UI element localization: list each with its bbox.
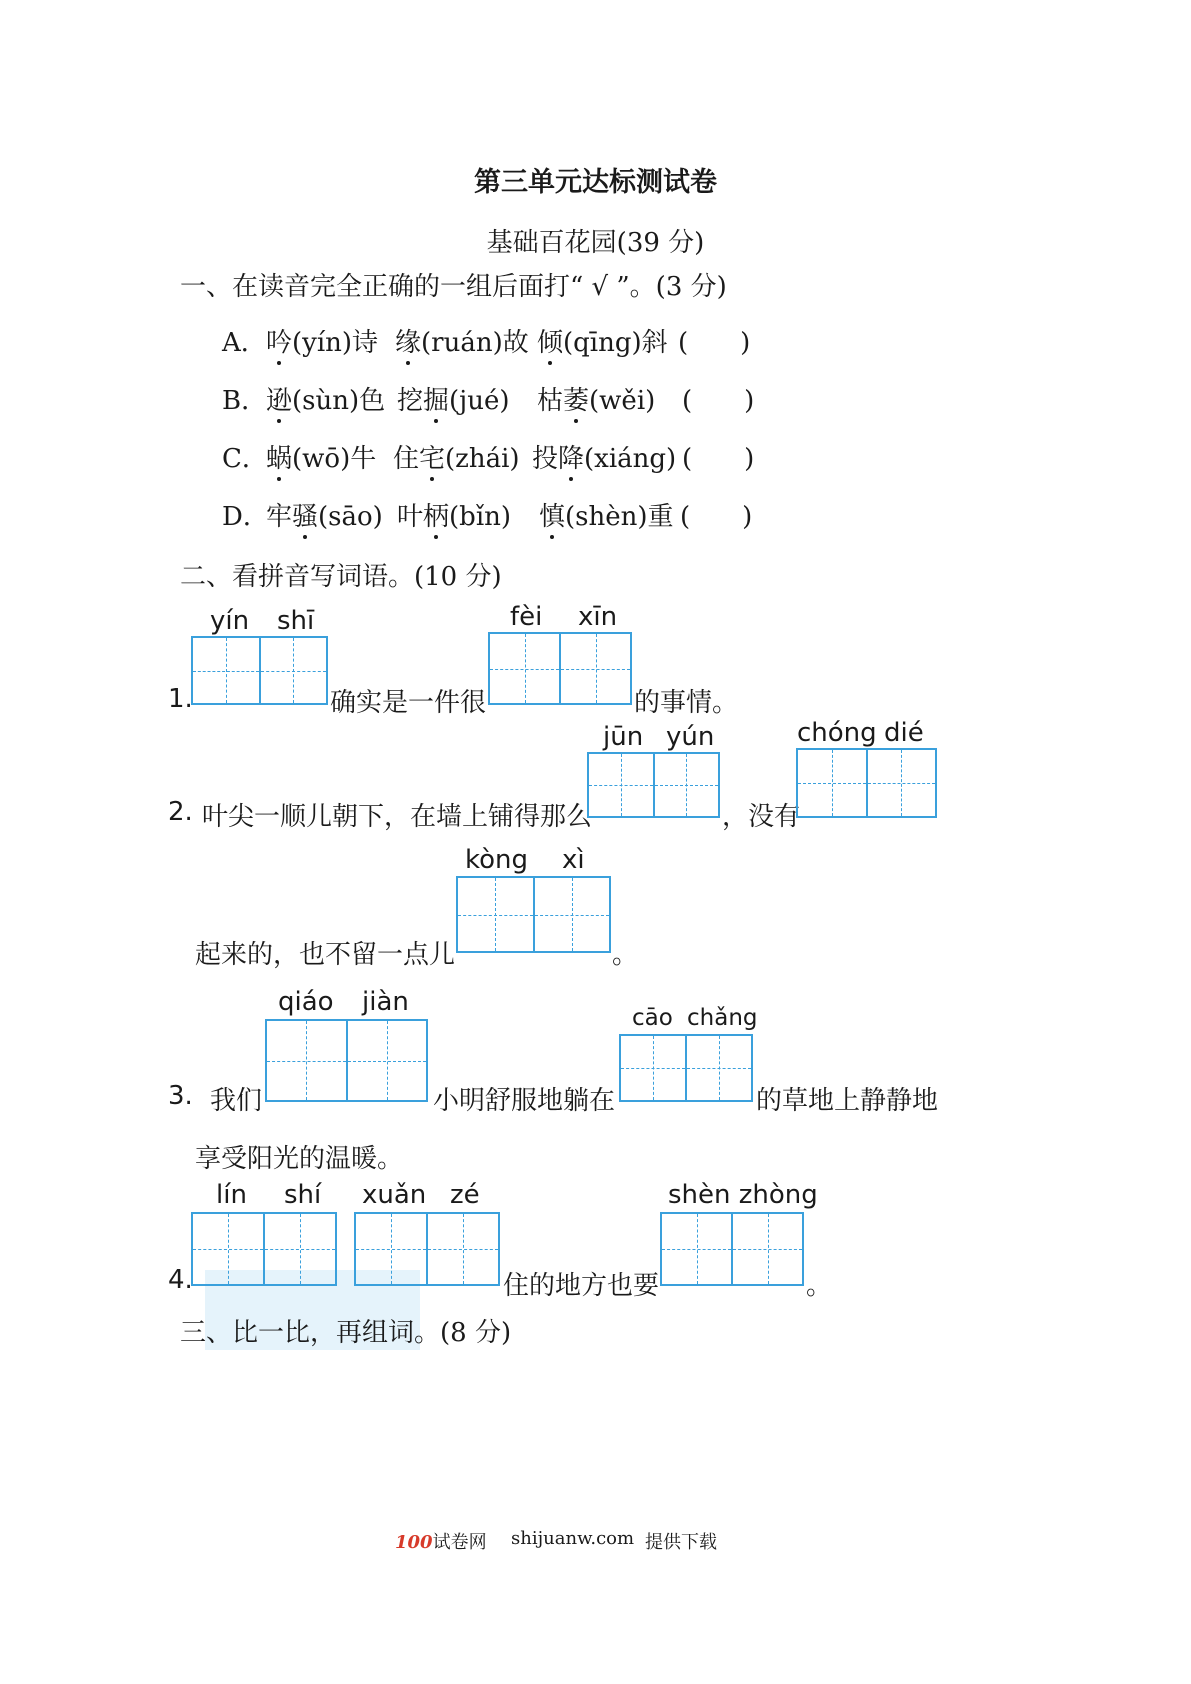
option-a-word1 [266,322,378,359]
q4-text-mid: 住的地方也要 [503,1271,660,1301]
dotted-char: 缘 [395,328,422,358]
grid-cell[interactable] [589,754,655,816]
q3-text-end: 的草地上静静地 [756,1086,939,1116]
option-c [222,438,268,475]
plain-char: 挖 [397,386,424,416]
grid-cell[interactable] [798,750,868,816]
option-c-word3 [532,438,676,475]
dotted-char: 宅 [419,444,446,474]
grid-cell[interactable] [356,1214,428,1284]
grid-cell[interactable] [265,1214,335,1284]
pinyin-text: (wō)牛 [292,444,377,474]
grid-cell[interactable] [193,1214,265,1284]
option-a-word2 [395,322,529,359]
pinyin-label: dié [884,718,924,748]
grid-cell[interactable] [458,878,535,951]
pinyin-label: yín [210,606,250,636]
option-b-word2 [397,380,510,417]
plain-char: 住 [393,444,420,474]
grid-cell[interactable] [490,634,561,703]
pinyin-text: (ruán)故 [421,328,529,358]
grid-cell[interactable] [868,750,936,816]
grid-cell[interactable] [348,1021,427,1100]
dotted-char: 降 [558,444,585,474]
dotted-char: 蜗 [266,444,293,474]
pinyin-text: (jué) [449,386,510,416]
writing-grid-q4-b[interactable] [354,1212,500,1286]
grid-cell[interactable] [687,1036,751,1100]
q3-number: 3. [168,1081,193,1111]
pinyin-text: (yín)诗 [292,328,379,358]
answer-blank-d[interactable]: ( ) [680,502,753,532]
dotted-char: 骚 [292,502,319,532]
pinyin-label: shī [277,606,315,636]
grid-cell[interactable] [662,1214,733,1284]
dotted-char: 萎 [563,386,590,416]
footer-site[interactable]: shijuanw.com [511,1528,635,1549]
q4-number: 4. [168,1265,193,1295]
answer-blank-c[interactable]: ( ) [682,444,755,474]
writing-grid-q4-c[interactable] [660,1212,804,1286]
writing-grid-q4-a[interactable] [191,1212,337,1286]
pinyin-text: (shèn)重 [565,502,674,532]
section2-heading: 二、看拼音写词语。(10 分) [180,562,502,592]
option-letter: C． [222,444,268,474]
pinyin-label: kòng [465,845,529,875]
option-d-word2 [397,496,511,533]
writing-grid-q1-b[interactable] [488,632,632,705]
q2-text-mid: ，没有 [722,802,801,832]
pinyin-text: (sāo) [318,502,383,532]
grid-cell[interactable] [561,634,630,703]
pinyin-text: (sùn)色 [292,386,386,416]
page-title: 第三单元达标测试卷 [474,167,717,198]
q1-number: 1. [168,684,193,714]
footer-logo [395,1528,487,1554]
pinyin-label: jūn [603,722,644,752]
logo-text: 试卷网 [432,1532,487,1553]
logo-mark: 100 [395,1532,433,1553]
writing-grid-q2-a[interactable] [587,752,720,818]
option-d-word3 [539,496,674,533]
writing-grid-q3-b[interactable] [619,1034,753,1102]
pinyin-label: lín [216,1180,247,1210]
pinyin-label: qiáo [278,987,334,1017]
grid-cell[interactable] [261,638,327,703]
pinyin-text: (qīng)斜 [563,328,668,358]
pinyin-label: shèn zhòng [668,1180,818,1210]
grid-cell[interactable] [733,1214,802,1284]
option-letter: A． [222,328,267,358]
pinyin-label: fèi [510,602,543,632]
dotted-char: 慎 [539,502,566,532]
pinyin-label: xì [562,845,585,875]
writing-grid-q2-c[interactable] [456,876,611,953]
option-d [222,496,269,533]
grid-cell[interactable] [428,1214,498,1284]
q2-number: 2. [168,797,193,827]
pinyin-text: (xiáng) [584,444,677,474]
q2-text-pre: 叶尖一顺儿朝下，在墙上铺得那么 [202,802,593,832]
section1-heading: 一、在读音完全正确的一组后面打“ √ ”。(3 分) [180,272,727,302]
pinyin-label: xuǎn [362,1180,427,1210]
option-a-word3 [537,322,668,359]
dotted-char: 逊 [266,386,293,416]
pinyin-text: (bǐn) [449,502,512,532]
grid-cell[interactable] [655,754,719,816]
section-subtitle: 基础百花园(39 分) [486,228,705,258]
writing-grid-q1-a[interactable] [191,636,328,705]
pinyin-label: shí [284,1180,322,1210]
pinyin-label: zé [450,1180,480,1210]
dotted-char: 吟 [266,328,293,358]
section3-heading: 三、比一比，再组词。(8 分) [180,1318,512,1348]
option-c-word2 [393,438,520,475]
pinyin-label: cāo [632,1005,673,1031]
plain-char: 投 [532,444,559,474]
grid-cell[interactable] [193,638,261,703]
pinyin-text: (wěi) [589,386,656,416]
plain-char: 叶 [397,502,424,532]
dotted-char: 倾 [537,328,564,358]
writing-grid-q3-a[interactable] [265,1019,428,1102]
q3-text-pre: 我们 [210,1086,263,1116]
q1-text-end: 的事情。 [634,688,739,718]
grid-cell[interactable] [621,1036,687,1100]
grid-cell[interactable] [535,878,610,951]
q3-text-mid: 小明舒服地躺在 [433,1086,616,1116]
pinyin-label: xīn [578,602,618,632]
q2-text-end: 。 [612,940,639,970]
plain-char: 枯 [537,386,564,416]
option-letter: D． [222,502,269,532]
q3-line2-text: 享受阳光的温暖。 [195,1144,404,1174]
q1-text-mid: 确实是一件很 [330,688,487,718]
writing-grid-q2-b[interactable] [796,748,937,818]
q2-line2-text: 起来的，也不留一点儿 [195,940,456,970]
pinyin-label: chǎng [687,1005,758,1031]
grid-cell[interactable] [267,1021,348,1100]
option-d-word1 [266,496,383,533]
option-letter: B． [222,386,268,416]
dotted-char: 柄 [423,502,450,532]
option-b-word1 [266,380,385,417]
pinyin-label: chóng [797,718,877,748]
q4-text-end: 。 [806,1271,833,1301]
option-a [222,322,267,359]
answer-blank-b[interactable]: ( ) [682,386,755,416]
plain-char: 牢 [266,502,293,532]
answer-blank-a[interactable]: ( ) [678,328,751,358]
footer-note: 提供下载 [645,1532,717,1553]
option-b [222,380,267,417]
option-b-word3 [537,380,655,417]
pinyin-label: jiàn [362,987,409,1017]
pinyin-label: yún [666,722,715,752]
pinyin-text: (zhái) [445,444,520,474]
dotted-char: 掘 [423,386,450,416]
option-c-word1 [266,438,376,475]
